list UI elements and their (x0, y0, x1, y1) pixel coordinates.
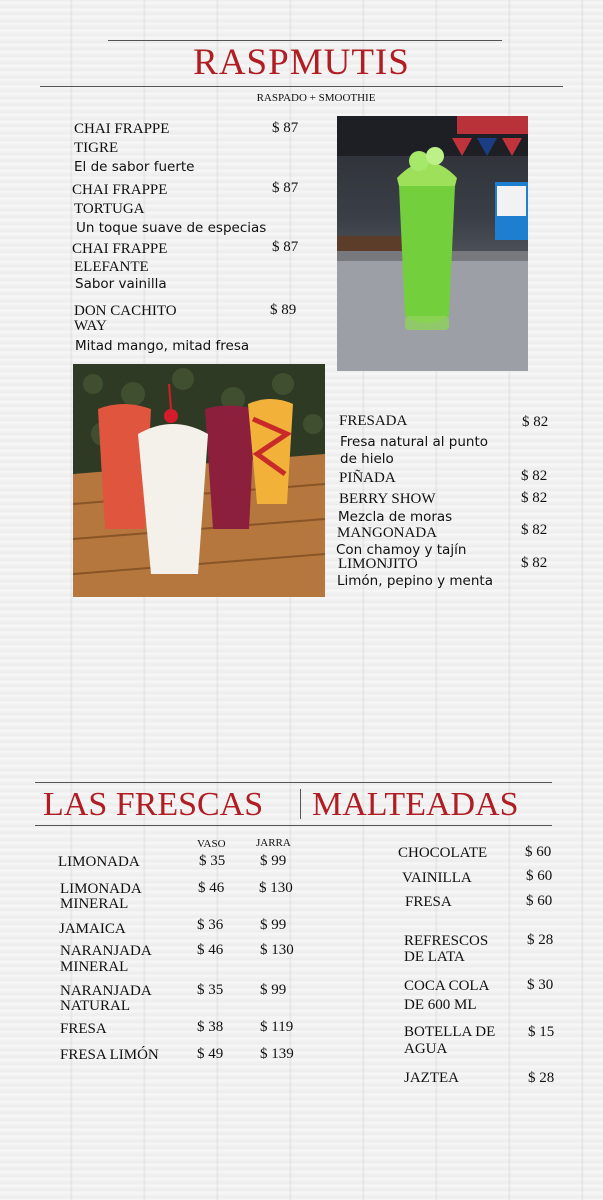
table-row-vaso: $ 46 (198, 880, 225, 896)
table-row-vaso: $ 46 (197, 942, 224, 958)
header-top-rule (108, 40, 502, 41)
title-divider (300, 789, 301, 819)
frescas-bottom-rule (35, 825, 552, 826)
smoothies-photo (73, 364, 325, 597)
item-name: FRESADA (339, 413, 408, 429)
table-row-jarra: $ 119 (260, 1019, 294, 1035)
table-row-name-cont: MINERAL (60, 959, 129, 975)
item-price: $ 89 (270, 302, 297, 318)
item-description: Un toque suave de especias (76, 220, 267, 236)
item-description: Sabor vainilla (75, 276, 167, 292)
list-item-name: JAZTEA (404, 1070, 459, 1086)
table-row-name: FRESA (60, 1021, 107, 1037)
item-name: DON CACHITO (74, 303, 177, 319)
column-header-vaso: VASO (197, 838, 226, 850)
list-item-price: $ 60 (526, 868, 553, 884)
table-row-jarra: $ 99 (260, 917, 287, 933)
item-name-cont: ELEFANTE (74, 259, 149, 275)
header-bottom-rule (40, 86, 563, 87)
item-price: $ 82 (521, 490, 548, 506)
list-item-name-cont: AGUA (404, 1041, 448, 1057)
item-description: El de sabor fuerte (74, 159, 195, 175)
item-price: $ 87 (272, 239, 299, 255)
table-row-name-cont: MINERAL (60, 896, 129, 912)
list-item-name: COCA COLA (404, 978, 490, 994)
table-row-vaso: $ 38 (197, 1019, 224, 1035)
item-description: Fresa natural al punto (340, 434, 489, 450)
list-item-name: BOTELLA DE (404, 1024, 496, 1040)
item-price: $ 82 (521, 555, 548, 571)
table-row-name: LIMONADA (60, 881, 142, 897)
item-price: $ 82 (521, 468, 548, 484)
item-price: $ 87 (272, 120, 299, 136)
table-row-name: LIMONADA (58, 854, 140, 870)
item-price: $ 87 (272, 180, 299, 196)
section-title-malteadas: MALTEADAS (312, 786, 519, 823)
section-title-raspmutis: RASPMUTIS (193, 42, 410, 83)
item-name: PIÑADA (339, 470, 396, 486)
item-name: BERRY SHOW (339, 491, 436, 507)
section-title-frescas: LAS FRESCAS (43, 786, 264, 823)
item-price: $ 82 (522, 414, 549, 430)
table-row-name: JAMAICA (59, 921, 126, 937)
table-row-vaso: $ 35 (197, 982, 224, 998)
item-name: CHAI FRAPPE (72, 241, 168, 257)
green-drink-photo (337, 116, 528, 371)
list-item-name: FRESA (405, 894, 452, 910)
table-row-vaso: $ 36 (197, 917, 224, 933)
table-row-name: NARANJADA (60, 983, 152, 999)
table-row-name: FRESA LIMÓN (60, 1047, 159, 1063)
item-name-cont: TORTUGA (74, 201, 145, 217)
list-item-name-cont: DE LATA (404, 949, 465, 965)
list-item-name: CHOCOLATE (398, 845, 488, 861)
table-row-jarra: $ 139 (260, 1046, 294, 1062)
item-description: Limón, pepino y menta (337, 573, 493, 589)
list-item-name: REFRESCOS (404, 933, 489, 949)
list-item-price: $ 15 (528, 1024, 555, 1040)
table-row-vaso: $ 35 (199, 853, 226, 869)
section-subtitle: RASPADO + SMOOTHIE (256, 92, 376, 104)
table-row-name: NARANJADA (60, 943, 152, 959)
table-row-jarra: $ 130 (259, 880, 293, 896)
item-name-cont: WAY (74, 318, 107, 334)
list-item-price: $ 28 (527, 932, 554, 948)
item-name-cont: TIGRE (74, 140, 119, 156)
item-description: Mezcla de moras (338, 509, 453, 525)
item-description: Mitad mango, mitad fresa (75, 338, 250, 354)
table-row-name-cont: NATURAL (60, 998, 130, 1014)
list-item-name-cont: DE 600 ML (404, 997, 477, 1013)
list-item-name: VAINILLA (402, 870, 472, 886)
list-item-price: $ 30 (527, 977, 554, 993)
item-name: LIMONJITO (338, 556, 418, 572)
frescas-top-rule (35, 782, 552, 783)
item-description: Con chamoy y tajín (336, 542, 467, 558)
list-item-price: $ 60 (525, 844, 552, 860)
table-row-jarra: $ 99 (260, 982, 287, 998)
list-item-price: $ 28 (528, 1070, 555, 1086)
item-price: $ 82 (521, 522, 548, 538)
table-row-vaso: $ 49 (197, 1046, 224, 1062)
item-name: CHAI FRAPPE (74, 121, 170, 137)
table-row-jarra: $ 99 (260, 853, 287, 869)
item-name: MANGONADA (337, 525, 437, 541)
list-item-price: $ 60 (526, 893, 553, 909)
column-header-jarra: JARRA (256, 837, 291, 849)
table-row-jarra: $ 130 (260, 942, 294, 958)
item-description: de hielo (340, 451, 394, 467)
item-name: CHAI FRAPPE (72, 182, 168, 198)
